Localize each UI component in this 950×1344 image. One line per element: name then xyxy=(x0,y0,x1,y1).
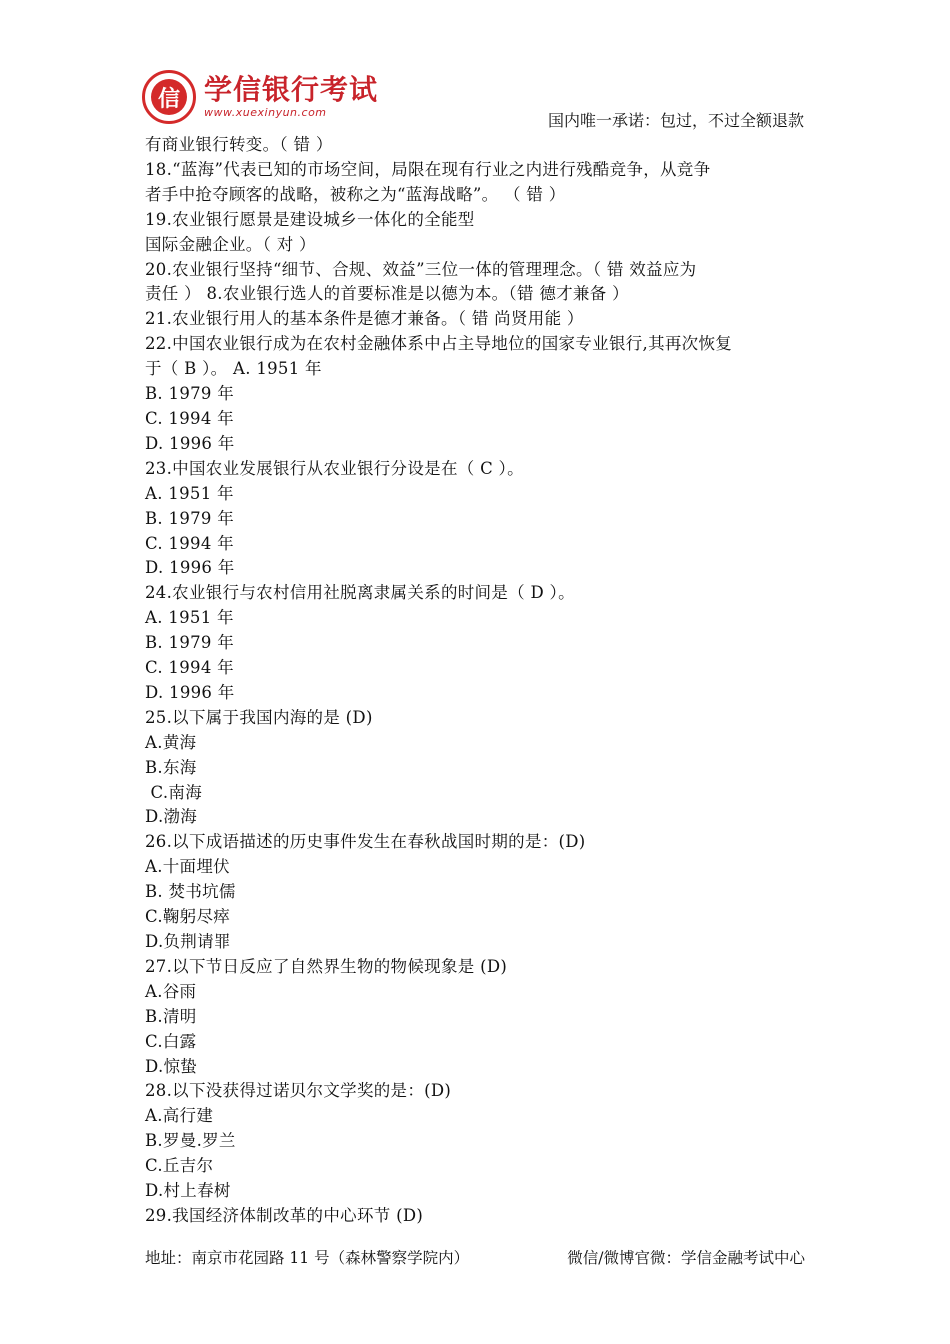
text-line: 22.中国农业银行成为在农村金融体系中占主导地位的国家专业银行,其再次恢复 xyxy=(145,334,733,354)
text-line: A.黄海 xyxy=(145,732,197,752)
text-line: B. 1979 年 xyxy=(145,384,235,404)
document-body xyxy=(145,133,810,1229)
text-line: C.鞠躬尽瘁 xyxy=(145,907,231,927)
text-line: C. 1994 年 xyxy=(145,408,234,428)
text-line: 23.中国农业发展银行从农业银行分设是在（ C ）。 xyxy=(145,458,524,478)
text-line: 26.以下成语描述的历史事件发生在春秋战国时期的是：(D) xyxy=(145,832,586,852)
text-line: B.罗曼.罗兰 xyxy=(145,1131,236,1151)
page-footer xyxy=(145,1246,805,1268)
seal-char: 信 xyxy=(151,79,187,115)
text-line: 国际金融企业。（ 对 ） xyxy=(145,234,316,254)
text-line: B.东海 xyxy=(145,757,197,777)
text-line: B.清明 xyxy=(145,1006,197,1026)
text-line: 责任 ） 8.农业银行选人的首要标准是以德为本。（错 德才兼备 ） xyxy=(145,284,629,304)
text-line: D.渤海 xyxy=(145,807,198,827)
text-line: 19.农业银行愿景是建设城乡一体化的全能型 xyxy=(145,209,475,229)
logo xyxy=(142,70,378,124)
text-line: 29.我国经济体制改革的中心环节 (D) xyxy=(145,1205,424,1225)
brand xyxy=(204,73,379,119)
text-line: A.高行建 xyxy=(145,1106,214,1126)
text-line: A.十面埋伏 xyxy=(145,857,230,877)
footer-address: 地址：南京市花园路 11 号（森林警察学院内） xyxy=(145,1249,470,1267)
text-line: 者手中抢夺顾客的战略，被称之为“蓝海战略”。 （ 错 ） xyxy=(145,184,566,204)
text-line: D. 1996 年 xyxy=(145,433,235,453)
text-line: D.负荆请罪 xyxy=(145,932,231,951)
text-line: 24.农业银行与农村信用社脱离隶属关系的时间是（ D ）。 xyxy=(145,583,575,603)
text-line: C.丘吉尔 xyxy=(145,1156,214,1176)
brand-url: www.xuexinyun.com xyxy=(204,106,327,119)
text-line: A.谷雨 xyxy=(145,981,197,1001)
text-line: 21.农业银行用人的基本条件是德才兼备。（ 错 尚贤用能 ） xyxy=(145,309,584,329)
text-line: B. 1979 年 xyxy=(145,508,235,528)
text-line: C.白露 xyxy=(145,1031,197,1051)
text-line: C.南海 xyxy=(145,782,203,802)
text-line: B. 焚书坑儒 xyxy=(145,882,236,902)
text-line: 有商业银行转变。（ 错 ） xyxy=(145,135,333,154)
text-line: 28.以下没获得过诺贝尔文学奖的是：(D) xyxy=(145,1081,452,1101)
text-line: 20.农业银行坚持“细节、合规、效益”三位一体的管理理念。（ 错 效益应为 xyxy=(145,259,697,279)
text-line: 18.“蓝海”代表已知的市场空间，局限在现有行业之内进行残酷竞争，从竞争 xyxy=(145,159,711,179)
text-line: C. 1994 年 xyxy=(145,533,234,553)
text-line: D. 1996 年 xyxy=(145,558,235,578)
text-line: 25.以下属于我国内海的是 (D) xyxy=(145,707,373,727)
brand-name: 学信银行考试 xyxy=(204,73,379,106)
text-line: A. 1951 年 xyxy=(145,608,234,628)
text-line: A. 1951 年 xyxy=(145,483,234,503)
text-line: D.村上春树 xyxy=(145,1181,231,1201)
text-line: D.惊蛰 xyxy=(145,1056,198,1076)
text-line: 27.以下节日反应了自然界生物的物候现象是 (D) xyxy=(145,956,508,976)
seal-logo-icon xyxy=(142,70,196,124)
text-line: C. 1994 年 xyxy=(145,658,234,678)
footer-wechat: 微信/微博官微：学信金融考试中心 xyxy=(567,1249,805,1267)
text-line: D. 1996 年 xyxy=(145,682,235,702)
text-line: B. 1979 年 xyxy=(145,633,235,653)
text-line: 于（ B ）。 A. 1951 年 xyxy=(145,359,322,379)
header-promise: 国内唯一承诺：包过，不过全额退款 xyxy=(547,111,804,130)
